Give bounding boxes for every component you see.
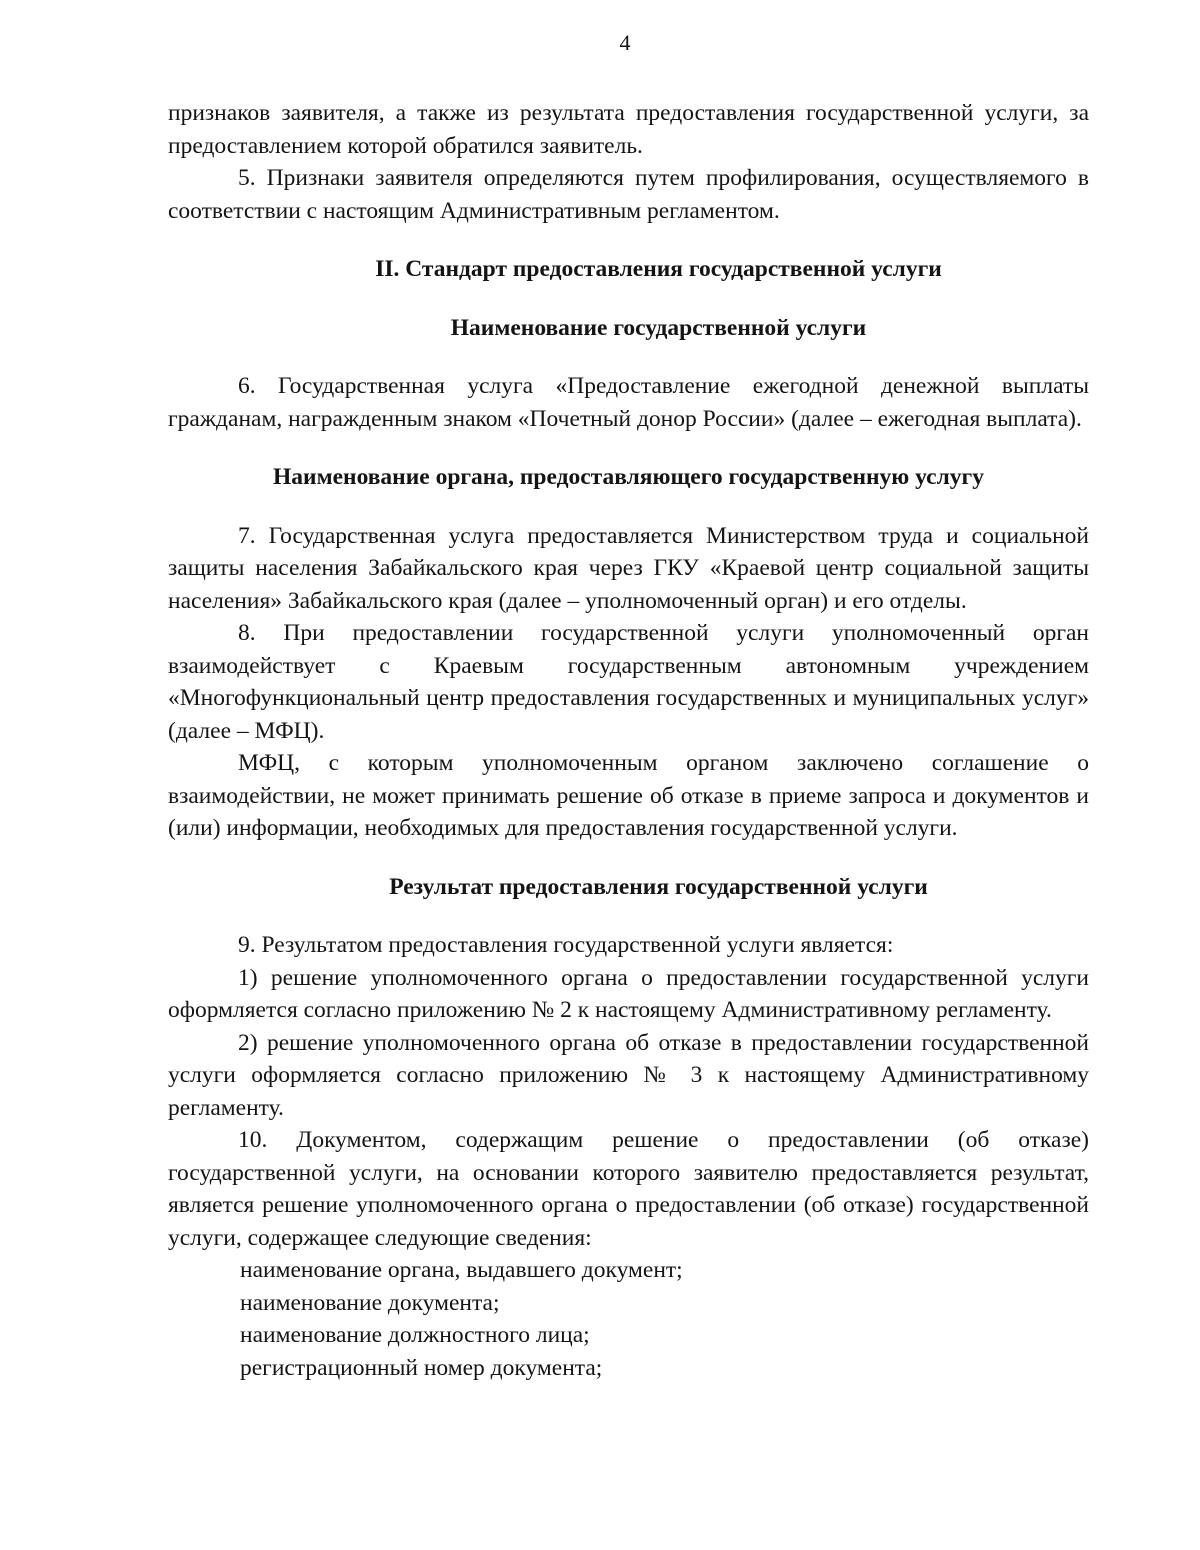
page-number: 4 [619,30,631,55]
heading-service-result: Результат предоставления государственной услуги [389,873,928,900]
paragraph-continuation: признаков заявителя, а также из результата предоставления государственной услуги, за предоставлением которой обратился заявитель. [168,100,1089,159]
paragraph-10: 10. Документом, содержащим решение о предоставлении (об отказе) государственной услуги, на основании которого заявителю предоставляется результат, является решение уполномоченного органа о предоставлении (об отказе) государственной услуги, содержащее следующие сведения: [168,1127,1089,1251]
list-item: наименование органа, выдавшего документ; [240,1257,683,1283]
paragraph-9-item-1: 1) решение уполномоченного органа о предоставлении государственной услуги оформляется согласно приложению № 2 к настоящему Административному регламенту. [168,964,1089,1023]
heading-authority-name: Наименование органа, предоставляющего государственную услугу [273,464,984,490]
list-item: наименование документа; [240,1289,500,1316]
paragraph-7: 7. Государственная услуга предоставляется Министерством труда и социальной защиты населения Забайкальского края через ГКУ «Краевой центр социальной защиты населения» Забайкальского края (далее – уполномоченный орган) и его отделы. [168,522,1089,614]
paragraph-8-mfc: МФЦ, с которым уполномоченным органом заключено соглашение о взаимодействии, не может принимать решение об отказе в приеме запроса и документов и (или) информации, необходимых для предоставления государственной услуги. [168,750,1089,841]
paragraph-8: 8. При предоставлении государственной услуги уполномоченный орган взаимодействует с Краевым государственным автономным учреждением «Многофункциональный центр предоставления государственных и муниципальных услуг» (далее – МФЦ). [168,620,1089,744]
document-body [168,97,1089,1384]
paragraph-9: 9. Результатом предоставления государственной услуги является: [238,932,894,958]
paragraph-6: 6. Государственная услуга «Предоставление ежегодной денежной выплаты гражданам, награжденным знаком «Почетный донор России» (далее – ежегодная выплата). [168,373,1089,432]
heading-service-name: Наименование государственной услуги [450,314,867,341]
paragraph-5: 5. Признаки заявителя определяются путем профилирования, осуществляемого в соответствии с настоящим Административным регламентом. [168,165,1089,224]
section-heading-standard: II. Стандарт предоставления государственной услуги [375,256,942,282]
list-item: наименование должностного лица; [240,1322,590,1348]
list-item: регистрационный номер документа; [240,1354,603,1381]
paragraph-9-item-2: 2) решение уполномоченного органа об отказе в предоставлении государственной услуги оформляется согласно приложению № 3 к настоящему Административному регламенту. [168,1029,1089,1121]
